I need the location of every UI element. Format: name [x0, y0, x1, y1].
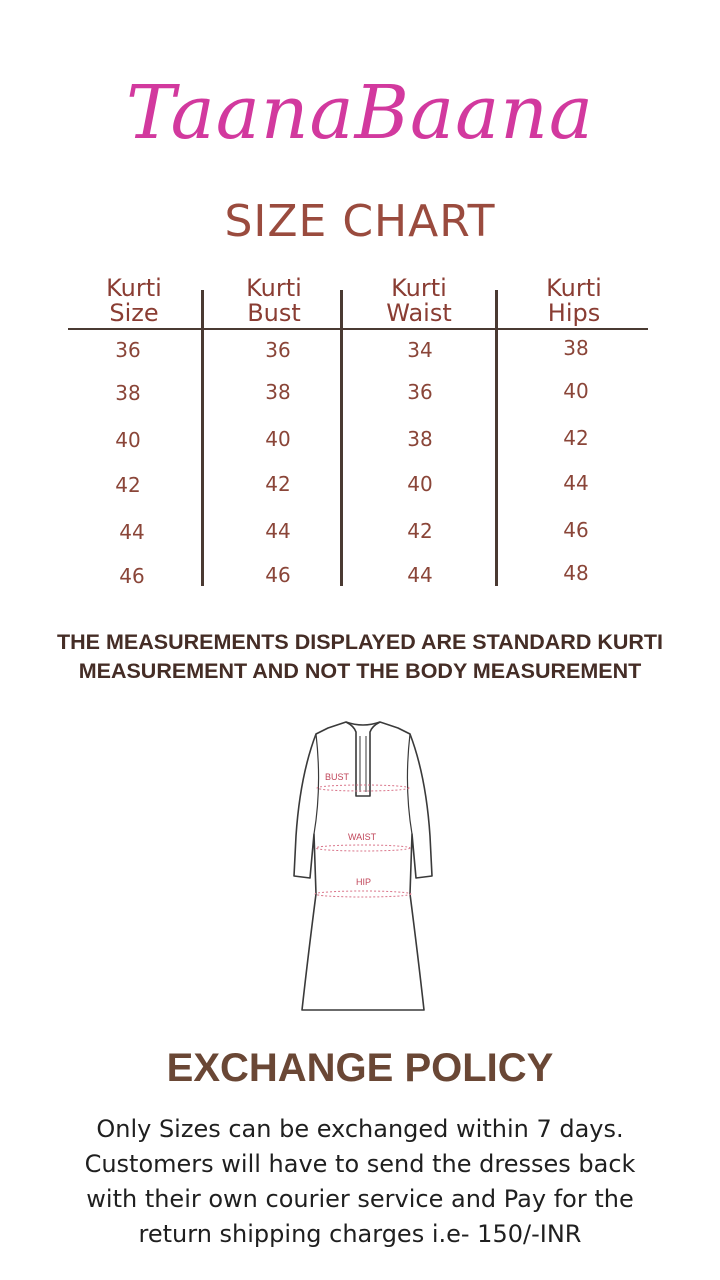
- policy-line: Customers will have to send the dresses back: [84, 1150, 636, 1178]
- cell-waist: 40: [407, 472, 433, 496]
- kurti-sleeve-seam: [314, 734, 319, 834]
- header-kurti-hips: [504, 276, 644, 326]
- cell-waist: 44: [407, 563, 433, 587]
- policy-text: [0, 1112, 720, 1252]
- cell-hips: 42: [563, 426, 589, 450]
- measurement-notice: [0, 628, 720, 686]
- cell-waist: 36: [407, 380, 433, 404]
- header-line: Hips: [547, 299, 601, 327]
- brand-logo-text: TaanaBaana: [125, 70, 595, 156]
- cell-bust: 46: [265, 563, 291, 587]
- cell-waist: 34: [407, 338, 433, 362]
- hip-line: [315, 891, 411, 897]
- kurti-placket: [360, 736, 366, 792]
- cell-hips: 38: [563, 336, 589, 360]
- policy-line: Only Sizes can be exchanged within 7 days.: [96, 1115, 624, 1143]
- bust-label: BUST: [325, 772, 350, 782]
- header-line: Waist: [386, 299, 452, 327]
- cell-bust: 38: [265, 380, 291, 404]
- cell-bust: 44: [265, 519, 291, 543]
- header-divider: [68, 328, 648, 330]
- kurti-measurement-diagram: [288, 716, 438, 1016]
- header-line: Kurti: [546, 274, 602, 302]
- kurti-neckline: [346, 722, 380, 796]
- header-kurti-waist: [349, 276, 489, 326]
- cell-size: 40: [115, 428, 141, 452]
- cell-size: 42: [115, 473, 141, 497]
- waist-label: WAIST: [348, 832, 377, 842]
- header-line: Size: [109, 299, 159, 327]
- cell-size: 44: [119, 520, 145, 544]
- notice-line: THE MEASUREMENTS DISPLAYED ARE STANDARD KURTI: [56, 630, 664, 654]
- kurti-outline: [294, 722, 432, 1010]
- cell-hips: 46: [563, 518, 589, 542]
- cell-bust: 40: [265, 427, 291, 451]
- policy-title: EXCHANGE POLICY: [166, 1046, 554, 1090]
- policy-line: return shipping charges i.e- 150/-INR: [138, 1220, 582, 1248]
- kurti-sleeve-seam: [407, 734, 412, 834]
- cell-bust: 36: [265, 338, 291, 362]
- bust-line: [317, 785, 409, 791]
- cell-size: 38: [115, 381, 141, 405]
- cell-hips: 48: [563, 561, 589, 585]
- cell-waist: 42: [407, 519, 433, 543]
- size-chart-table: [0, 276, 720, 596]
- column-divider: [495, 290, 498, 586]
- policy-line: with their own courier service and Pay for the: [86, 1185, 634, 1213]
- hip-label: HIP: [356, 877, 372, 887]
- header-line: Kurti: [246, 274, 302, 302]
- cell-bust: 42: [265, 472, 291, 496]
- header-line: Kurti: [391, 274, 447, 302]
- notice-line: MEASUREMENT AND NOT THE BODY MEASUREMENT: [78, 659, 642, 683]
- header-line: Kurti: [106, 274, 162, 302]
- page-title: SIZE CHART: [224, 196, 496, 247]
- header-kurti-bust: [204, 276, 344, 326]
- cell-waist: 38: [407, 427, 433, 451]
- cell-size: 46: [119, 564, 145, 588]
- cell-hips: 44: [563, 471, 589, 495]
- header-kurti-size: [64, 276, 204, 326]
- cell-hips: 40: [563, 379, 589, 403]
- cell-size: 36: [115, 338, 141, 362]
- brand-logo: [0, 58, 720, 178]
- waist-line: [316, 845, 410, 851]
- header-line: Bust: [247, 299, 301, 327]
